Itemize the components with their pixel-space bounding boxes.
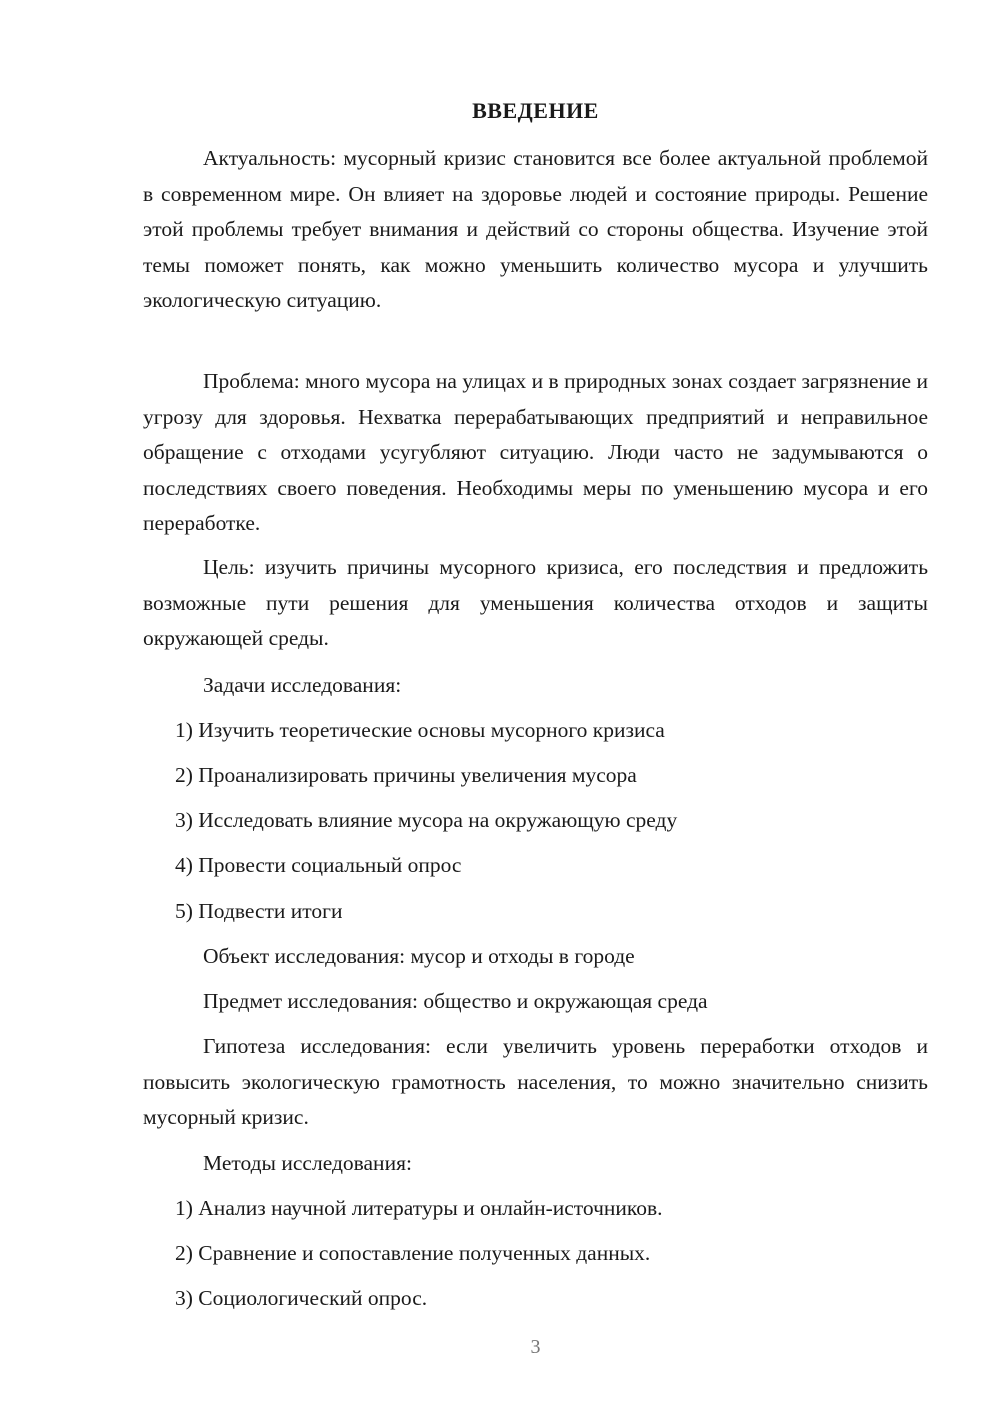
section-title: ВВЕДЕНИЕ	[472, 98, 599, 123]
relevance-paragraph: Актуальность: мусорный кризис становится все более актуальной проблемой в современном мире. Он влияет на здоровье людей и состояние природы. Решение этой проблемы требует внимания и действий со стороны общества. Изучение этой темы поможет понять, как можно уменьшить количество мусора и улучшить экологическую ситуацию.	[143, 146, 928, 312]
problem-paragraph: Проблема: много мусора на улицах и в природных зонах создает загрязнение и угрозу для здоровья. Нехватка перерабатывающих предприятий и неправильное обращение с отходами усугубляют ситуацию. Люди часто не задумываются о последствиях своего поведения. Необходимы меры по уменьшению мусора и его переработке.	[143, 369, 928, 535]
document-page	[143, 0, 928, 1414]
research-subject: Предмет исследования: общество и окружающая среда	[203, 989, 708, 1013]
tasks-heading: Задачи исследования:	[203, 673, 402, 697]
goal-paragraph: Цель: изучить причины мусорного кризиса, его последствия и предложить возможные пути решения для уменьшения количества отходов и защиты окружающей среды.	[143, 555, 928, 650]
method-item: 3) Социологический опрос.	[175, 1286, 428, 1310]
task-item: 4) Провести социальный опрос	[175, 853, 462, 877]
page-number: 3	[530, 1336, 541, 1358]
task-item: 1) Изучить теоретические основы мусорного кризиса	[175, 718, 665, 742]
methods-heading: Методы исследования:	[203, 1151, 412, 1175]
task-item: 2) Проанализировать причины увеличения мусора	[175, 763, 637, 787]
research-object: Объект исследования: мусор и отходы в городе	[203, 944, 635, 968]
method-item: 1) Анализ научной литературы и онлайн-источников.	[175, 1196, 663, 1220]
task-item: 3) Исследовать влияние мусора на окружающую среду	[175, 808, 678, 832]
method-item: 2) Сравнение и сопоставление полученных данных.	[175, 1241, 651, 1265]
hypothesis-paragraph: Гипотеза исследования: если увеличить уровень переработки отходов и повысить экологическую грамотность населения, то можно значительно снизить мусорный кризис.	[143, 1034, 928, 1129]
task-item: 5) Подвести итоги	[175, 899, 343, 923]
